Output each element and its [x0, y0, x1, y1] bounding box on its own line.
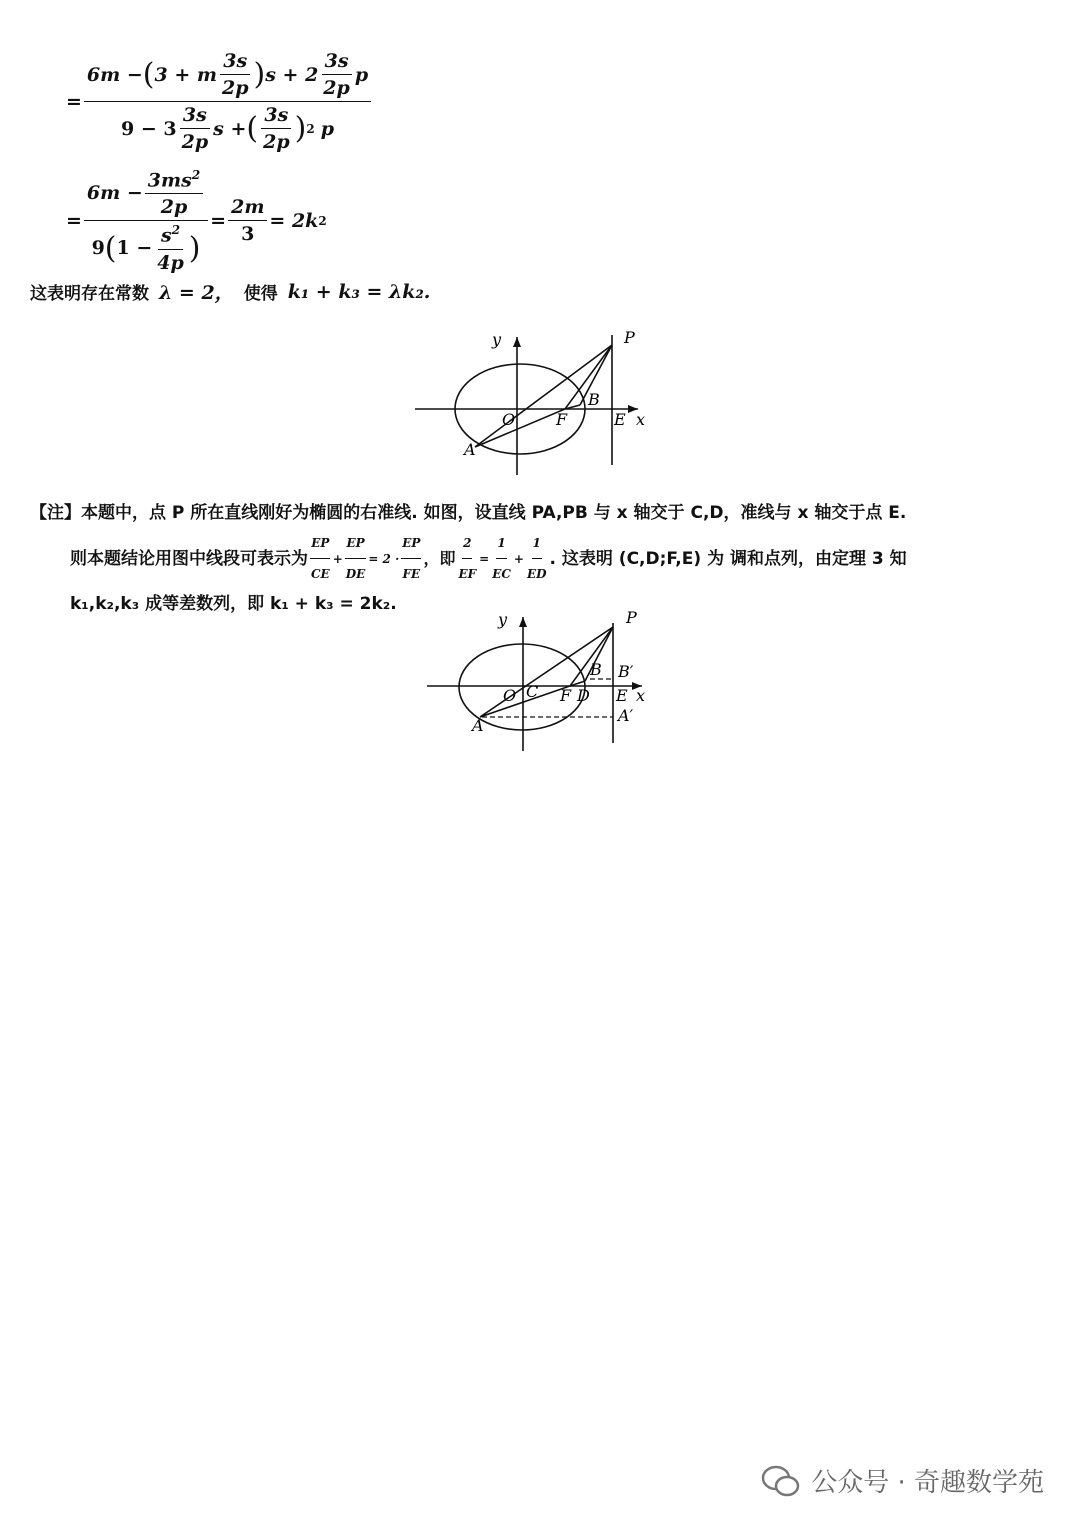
op: ，即	[423, 548, 456, 568]
text: 这表明存在常数	[30, 284, 149, 304]
label-d: D	[577, 686, 590, 705]
formula: k₁ + k₃ = λk₂.	[287, 280, 431, 303]
note-line: 则本题结论用图中线段可表示为	[70, 548, 308, 569]
num: p	[354, 63, 369, 86]
fraction: 6m − $\frac{3ms^2}{2p}$ 9 ( 1 − $\frac{s^2}{4p}$ )	[84, 168, 208, 274]
num: s	[161, 224, 172, 247]
ellipse-figure-1	[410, 325, 660, 480]
num: 6m −	[86, 182, 143, 205]
label-p: P	[624, 328, 635, 347]
result: = 2k	[269, 209, 319, 232]
label-c: C	[526, 682, 539, 701]
num: 3s	[220, 50, 250, 75]
note-line: 本题中，点 P 所在直线刚好为椭圆的右准线. 如图，设直线 PA,PB 与 x 轴交于 C,D，准线与 x 轴交于点 E.	[81, 503, 907, 523]
conclusion-line	[30, 278, 430, 305]
den: s +	[213, 117, 247, 140]
label-a-prime: A′	[618, 706, 634, 725]
num: EP	[345, 528, 365, 559]
label-x: x	[636, 410, 646, 429]
equals: =	[66, 209, 82, 232]
den: 2p	[263, 131, 290, 153]
label-f: F	[560, 686, 572, 705]
label-y: y	[498, 610, 508, 629]
label-e: E	[614, 410, 626, 429]
den: FE	[402, 567, 421, 581]
note-line: . 这表明 (C,D;F,E) 为 调和点列，由定理 3 知	[549, 548, 907, 569]
op: = 2 ·	[368, 551, 400, 566]
den: p	[320, 117, 334, 140]
den: 2p	[323, 77, 350, 99]
equals: =	[66, 90, 82, 113]
num: 3ms	[147, 169, 192, 192]
op: +	[332, 551, 343, 566]
equation-step-2: = 6m − $\frac{3ms^2}{2p}$ 9 ( 1 − $\frac{s^2}{4p}$ ) = $\frac{2m}{3}$ = 2k 2	[66, 168, 327, 274]
label-a: A	[464, 440, 476, 459]
num: 3s	[261, 104, 291, 129]
den: EF	[458, 567, 477, 581]
label-e: E	[616, 686, 628, 705]
den: ED	[526, 567, 547, 581]
equation-step-1	[66, 50, 373, 153]
den: 2p	[181, 131, 209, 153]
op: +	[513, 551, 524, 566]
den: EC	[492, 567, 511, 581]
label-a: A	[472, 716, 484, 735]
label-b: B	[588, 390, 600, 409]
note-bracket: 【注】	[30, 503, 81, 523]
label-p: P	[626, 608, 637, 627]
exp: 2	[306, 121, 315, 136]
label-o: O	[503, 686, 517, 705]
harmonic-formula	[308, 528, 550, 589]
num: 3s	[180, 104, 210, 129]
op: =	[479, 551, 490, 566]
label-f: F	[556, 410, 568, 429]
wechat-icon	[761, 1465, 801, 1497]
den: 1 −	[116, 237, 153, 260]
den: 9 − 3	[121, 117, 177, 140]
note-paragraph	[30, 498, 1050, 619]
watermark	[761, 1462, 1044, 1499]
den: 2p	[160, 196, 188, 219]
lambda-value: λ = 2，	[159, 282, 234, 304]
num: 6m −	[86, 63, 143, 86]
label-b-prime: B′	[618, 662, 634, 681]
den: 4p	[157, 251, 184, 274]
num: 1	[532, 528, 542, 559]
num: 2	[462, 528, 472, 559]
num: 3 + m	[154, 63, 217, 86]
den: 2p	[221, 77, 249, 99]
den: CE	[311, 567, 330, 581]
ellipse-figure-2	[420, 605, 670, 755]
label-x: x	[636, 686, 646, 705]
den: DE	[345, 567, 366, 581]
label-o: O	[502, 410, 516, 429]
label-y: y	[492, 330, 502, 349]
den: 3	[241, 223, 255, 246]
watermark-text: 公众号 · 奇趣数学苑	[811, 1468, 1044, 1498]
num: 1	[496, 528, 506, 559]
num: 3s	[322, 50, 352, 75]
fraction: 6m − ( 3 + m $\frac{3s}{2p}$ ) s + 2 $\frac{3s}{2p}$ p 9 − 3 $\frac{3s}{2p}$ s + ( $\frac{3s}{2p}$ ) 2 p	[84, 50, 371, 153]
den: 9	[91, 237, 105, 260]
num: s + 2	[265, 63, 319, 86]
num: EP	[401, 528, 421, 559]
text: 使得	[243, 284, 278, 304]
num: EP	[310, 528, 330, 559]
note-line: k₁,k₂,k₃ 成等差数列，即 k₁ + k₃ = 2k₂.	[70, 594, 397, 614]
num: 2m	[228, 196, 267, 221]
label-b: B	[590, 660, 602, 679]
equals: =	[210, 209, 227, 232]
